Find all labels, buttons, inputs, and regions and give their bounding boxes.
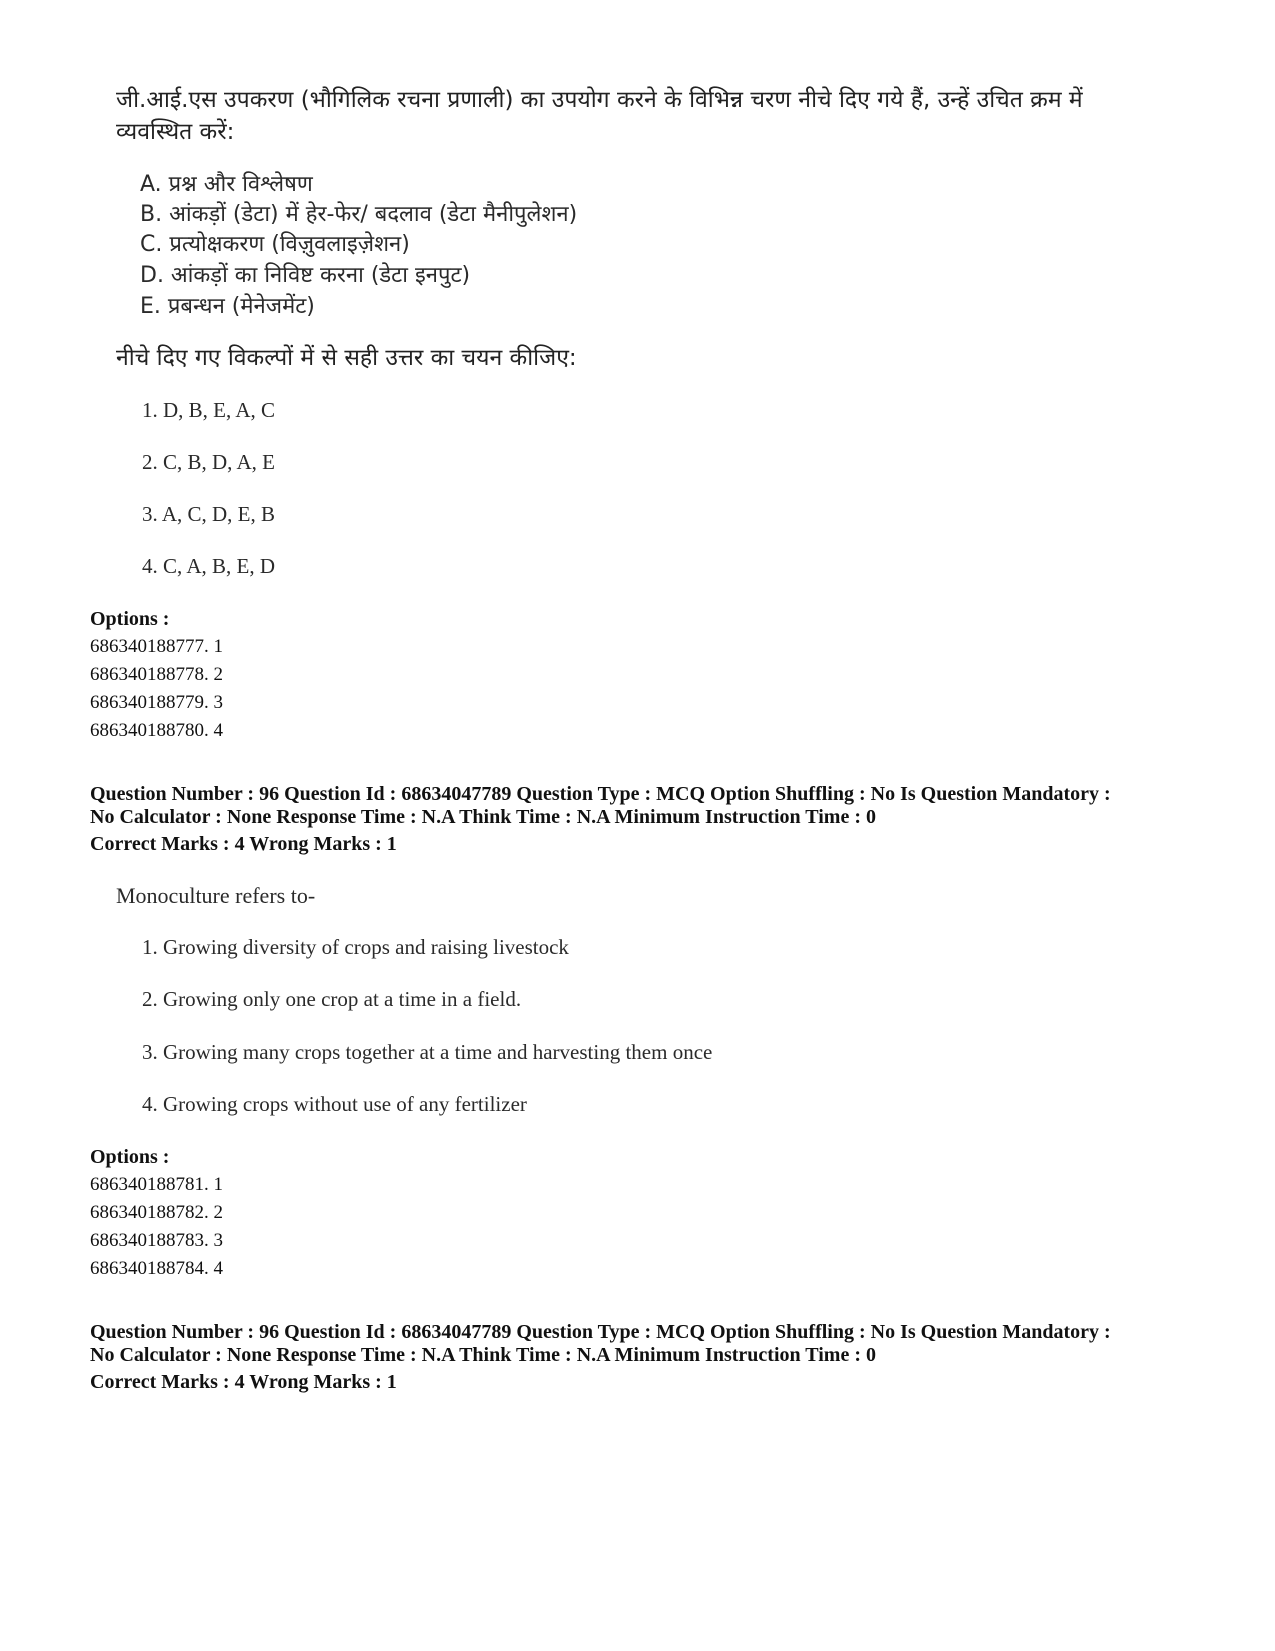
question-stem: Monoculture refers to- [116,883,316,908]
question-marks: Correct Marks : 4 Wrong Marks : 1 [90,1371,397,1393]
question-instruction: नीचे दिए गए विकल्पों में से सही उत्तर का चयन कीजिए: [116,345,577,371]
question-stem-line-1: जी.आई.एस उपकरण (भौगिलिक रचना प्रणाली) का उपयोग करने के विभिन्न चरण नीचे दिए गये हैं, उन्हें उचित क्रम में [116,87,1083,113]
statement-item: E. प्रबन्धन (मेनेजमेंट) [140,294,315,319]
question-meta-line-1: Question Number : 96 Question Id : 68634047789 Question Type : MCQ Option Shuffling : No Is Question Mandatory : [90,783,1111,805]
answer-choice: 4. Growing crops without use of any fertilizer [142,1092,527,1116]
option-id: 686340188778. 2 [90,664,223,685]
answer-choice: 1. D, B, E, A, C [142,398,276,422]
statement-item: A. प्रश्न और विश्लेषण [140,172,313,197]
option-id: 686340188781. 1 [90,1174,223,1195]
option-id: 686340188782. 2 [90,1202,223,1223]
question-stem-line-2: व्यवस्थित करें: [116,119,235,145]
options-label: Options : [90,1146,170,1168]
option-id: 686340188779. 3 [90,692,223,713]
answer-choice: 3. Growing many crops together at a time and harvesting them once [142,1040,713,1064]
question-meta-line-2: No Calculator : None Response Time : N.A Think Time : N.A Minimum Instruction Time : 0 [90,806,876,828]
options-label: Options : [90,608,170,630]
answer-choice: 3. A, C, D, E, B [142,502,276,526]
question-meta-line-2: No Calculator : None Response Time : N.A Think Time : N.A Minimum Instruction Time : 0 [90,1344,876,1366]
question-meta-line-1: Question Number : 96 Question Id : 68634047789 Question Type : MCQ Option Shuffling : No Is Question Mandatory : [90,1321,1111,1343]
statement-item: D. आंकड़ों का निविष्ट करना (डेटा इनपुट) [140,263,471,288]
question-marks: Correct Marks : 4 Wrong Marks : 1 [90,833,397,855]
statement-item: C. प्रत्योक्षकरण (विज़ुवलाइज़ेशन) [140,232,410,257]
statement-item: B. आंकड़ों (डेटा) में हेर-फेर/ बदलाव (डेटा मैनीपुलेशन) [140,202,578,227]
answer-choice: 1. Growing diversity of crops and raising livestock [142,935,569,959]
option-id: 686340188777. 1 [90,636,223,657]
answer-choice: 2. C, B, D, A, E [142,450,276,474]
option-id: 686340188783. 3 [90,1230,223,1251]
answer-choice: 2. Growing only one crop at a time in a field. [142,987,522,1011]
answer-choice: 4. C, A, B, E, D [142,554,276,578]
option-id: 686340188780. 4 [90,720,223,741]
option-id: 686340188784. 4 [90,1258,223,1279]
